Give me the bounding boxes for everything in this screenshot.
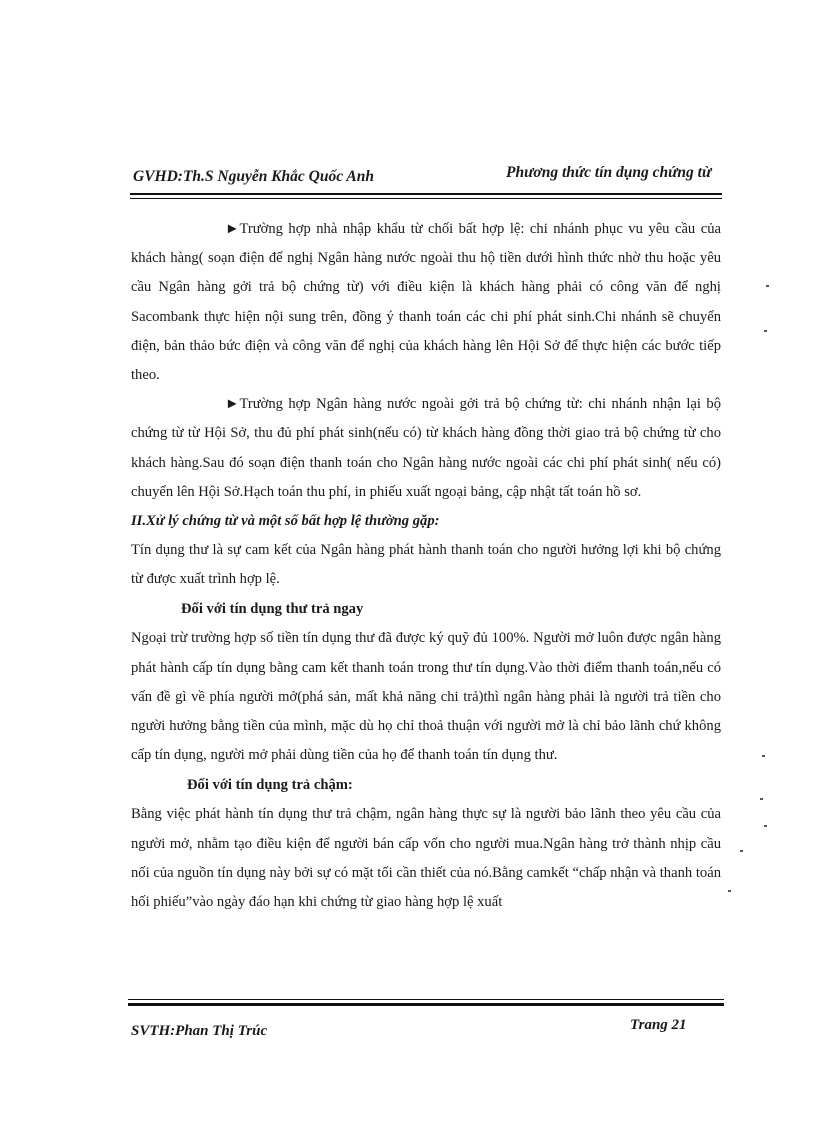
footer-rule-bottom — [128, 1003, 724, 1006]
scan-speck — [740, 850, 743, 852]
footer-student: SVTH:Phan Thị Trúc — [131, 1023, 268, 1039]
paragraph-case-foreign-bank-returns: ►Trường hợp Ngân hàng nước ngoài gởi trả bộ chứng từ: chi nhánh nhận lại bộ chứng từ từ Hội Sở, thu đủ phí phát sinh(nếu có) từ khách hàng đồng thời giao trả bộ chứng từ cho khách hàng.Sau đó soạn điện thanh toán cho Ngân hàng nước ngoài các chi phí phát sinh( nếu có) chuyển lên Hội Sở.Hạch toán thu phí, in phiếu xuất ngoại bảng, cập nhật tất toán hồ sơ. — [131, 396, 721, 500]
footer-page-number: Trang 21 — [630, 1017, 687, 1033]
scan-speck — [764, 330, 767, 332]
scan-speck — [760, 798, 763, 800]
header-rule-top — [130, 193, 722, 195]
paragraph-deferred-lc: Bằng việc phát hành tín dụng thư trả chậm, ngân hàng thực sự là người bảo lãnh theo yêu cầu của người mở, nhằm tạo điều kiện để người bán cấp vốn cho người mua.Ngân hàng trở thành nhịp cầu nối của nguồn tín dụng này bởi sự có mặt tối cần thiết của nó.Bằng camkết “chấp nhận và thanh toán hối phiếu”vào ngày đáo hạn khi chứng từ giao hàng hợp lệ xuất — [131, 806, 721, 911]
paragraph-lc-definition: Tín dụng thư là sự cam kết của Ngân hàng phát hành thanh toán cho người hưởng lợi khi bộ chứng từ được xuất trình hợp lệ. — [131, 542, 721, 588]
scan-speck — [728, 890, 731, 892]
paragraph-case-importer-refuses: ►Trường hợp nhà nhập khẩu từ chối bất hợp lệ: chi nhánh phục vu yêu cầu của khách hàng( soạn điện để nghị Ngân hàng nước ngoài thu hộ tiền dưới hình thức nhờ thu hoặc yêu cầu Ngân hàng gởi trả bộ chứng từ) với điều kiện là khách hàng phải có công văn để nghị Sacombank thực hiện nội sung trên, đồng ý thanh toán các chi phí phát sinh.Chi nhánh sẽ chuyển điện, bản thảo bức điện và công văn để nghị của khách hàng lên Hội Sở để thực hiện các bước tiếp theo. — [131, 221, 721, 384]
body-text — [131, 215, 721, 917]
header-instructor: GVHD:Th.S Nguyễn Khắc Quốc Anh — [133, 168, 375, 185]
header-title: Phương thức tín dụng chứng từ — [506, 164, 712, 181]
subheading-sight-lc: Đối với tín dụng thư trả ngay — [181, 601, 364, 618]
section-heading: II.Xử lý chứng từ và một số bất hợp lệ thường gặp: — [131, 513, 440, 530]
scan-speck — [762, 755, 765, 757]
subheading-deferred-lc: Đối với tín dụng trả chậm: — [187, 777, 353, 794]
scan-speck — [764, 825, 767, 827]
paragraph-sight-lc: Ngoại trừ trường hợp số tiền tín dụng thư đã được ký quỹ đủ 100%. Người mở luôn được ngân hàng phát hành cấp tín dụng bằng cam kết thanh toán trong thư tín dụng.Vào thời điểm thanh toán,nếu có vấn đề gì về phía người mở(phá sản, mất khả năng chi trả)thì ngân hàng phải là người trả tiền cho người hưởng bằng tiền của mình, mặc dù họ chỉ thoả thuận với người mở là chỉ bảo lãnh chứ không cấp tín dụng, người mở phải dùng tiền của họ để thanh toán tín dụng thư. — [131, 630, 721, 764]
header-rule-bottom — [130, 198, 722, 199]
footer-rule-top — [128, 999, 724, 1000]
scan-speck — [766, 285, 769, 287]
